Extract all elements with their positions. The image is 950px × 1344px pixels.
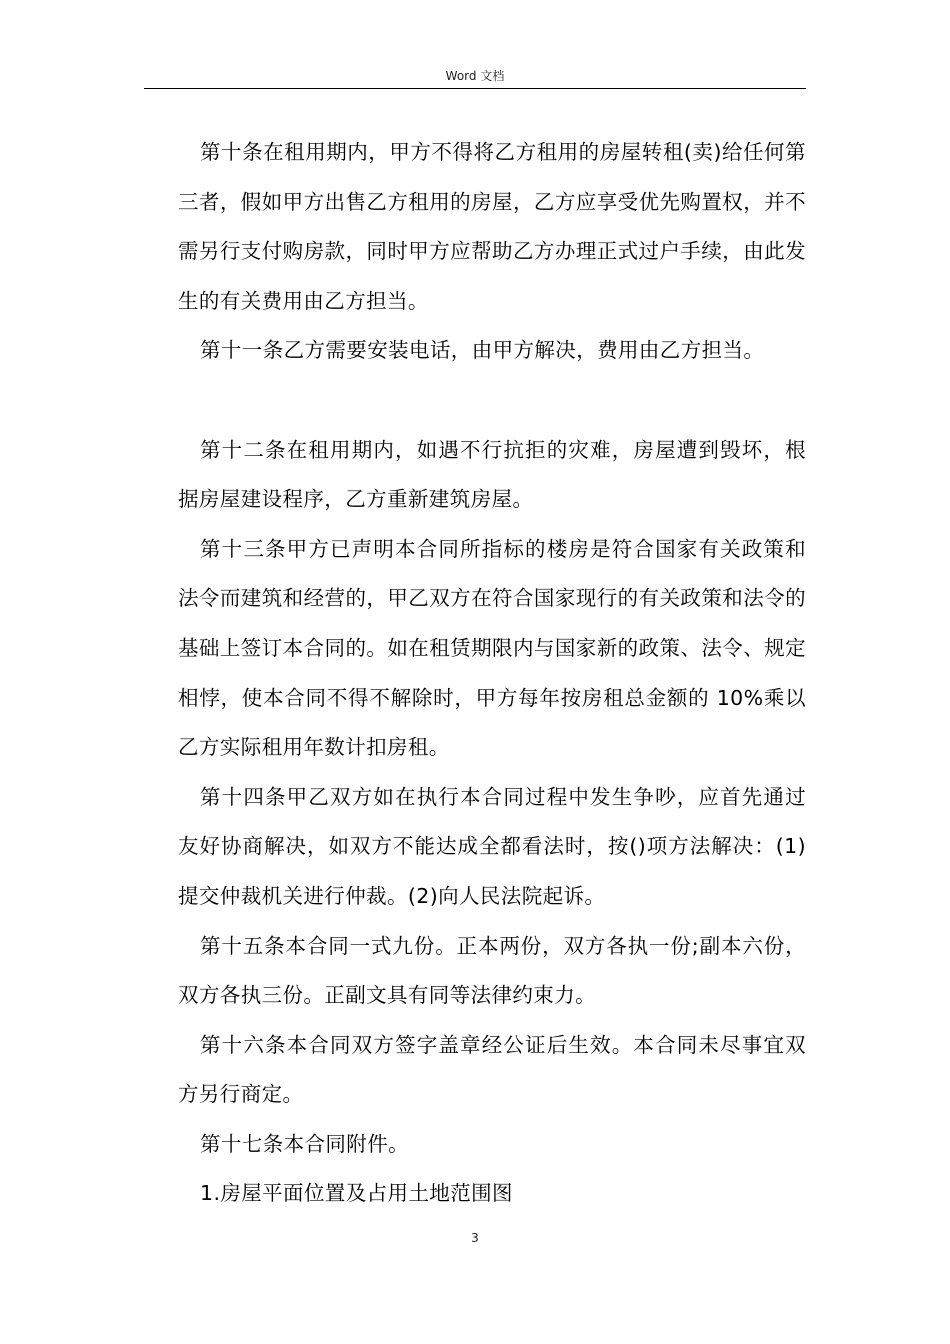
article-10: 第十条在租用期内，甲方不得将乙方租用的房屋转租(卖)给任何第三者，假如甲方出售乙方租用的房屋，乙方应享受优先购置权，并不需另行支付购房款，同时甲方应帮助乙方办理正式过户手续，由此发生的有关费用由乙方担当。	[178, 140, 806, 313]
document-body	[178, 128, 806, 1219]
article-11: 第十一条乙方需要安装电话，由甲方解决，费用由乙方担当。	[200, 338, 765, 363]
article-13: 第十三条甲方已声明本合同所指标的楼房是符合国家有关政策和法令而建筑和经营的，甲乙双方在符合国家现行的有关政策和法令的基础上签订本合同的。如在租赁期限内与国家新的政策、法令、规定相悖，使本合同不得不解除时，甲方每年按房租总金额的 10%乘以乙方实际租用年数计扣房租。	[178, 536, 806, 760]
article-15: 第十五条本合同一式九份。正本两份，双方各执一份;副本六份，双方各执三份。正副文具有同等法律约束力。	[178, 933, 806, 1008]
article-17: 第十七条本合同附件。	[200, 1131, 409, 1156]
attachment-item-1: 1.房屋平面位置及占用土地范围图	[200, 1181, 513, 1206]
article-14: 第十四条甲乙双方如在执行本合同过程中发生争吵，应首先通过友好协商解决，如双方不能达成全都看法时，按()项方法解决：(1)提交仲裁机关进行仲裁。(2)向人民法院起诉。	[178, 784, 806, 908]
article-16: 第十六条本合同双方签字盖章经公证后生效。本合同未尽事宜双方另行商定。	[178, 1032, 806, 1107]
header-divider	[144, 88, 806, 89]
page-number: 3	[471, 1231, 479, 1245]
page-header: Word 文档	[445, 69, 505, 83]
article-12: 第十二条在租用期内，如遇不行抗拒的灾难，房屋遭到毁坏，根据房屋建设程序，乙方重新建筑房屋。	[178, 437, 806, 512]
